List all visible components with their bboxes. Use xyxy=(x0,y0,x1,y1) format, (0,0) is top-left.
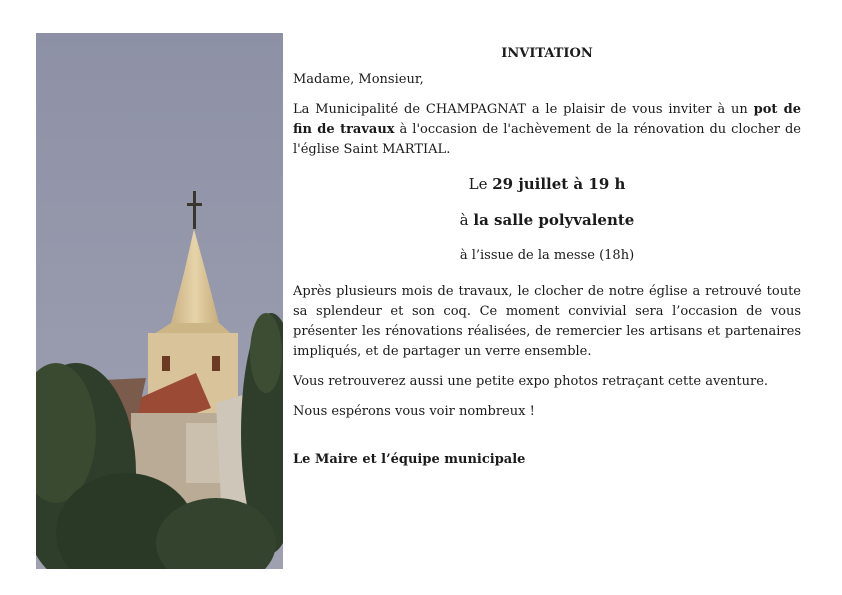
event-venue-prefix: à xyxy=(459,211,474,229)
salutation: Madame, Monsieur, xyxy=(293,72,424,87)
body-paragraph: Après plusieurs mois de travaux, le clocher de notre église a retrouvé toute sa splendeur et son coq. Ce moment convivial sera l’occasion de vous présenter les rénovations réalisées, de remercier les artisans et partenaires impliqués, et de partager un verre ensemble. xyxy=(293,284,801,359)
invitation-title: INVITATION xyxy=(501,46,593,61)
closing-paragraph: Nous espérons vous voir nombreux ! xyxy=(293,404,535,419)
church-photo xyxy=(36,33,283,569)
event-venue xyxy=(293,210,801,230)
signature: Le Maire et l’équipe municipale xyxy=(293,452,526,467)
intro-text-1: La Municipalité de CHAMPAGNAT a le plaisir de vous inviter à un xyxy=(293,102,754,117)
intro-paragraph xyxy=(293,100,801,160)
church-bell-tower-photo-icon xyxy=(36,33,283,569)
event-venue-value: la salle polyvalente xyxy=(473,211,635,229)
event-date-prefix: Le xyxy=(468,175,493,193)
expo-paragraph: Vous retrouverez aussi une petite expo photos retraçant cette aventure. xyxy=(293,374,769,389)
invitation-letter xyxy=(293,44,801,480)
event-date-value: 29 juillet à 19 h xyxy=(492,175,626,193)
after-mass-note: à l’issue de la messe (18h) xyxy=(459,248,635,263)
intro-text-2: à l'occasion de l'achèvement de la rénovation du clocher de l'église Saint MARTIAL. xyxy=(293,122,801,157)
intro-bold: pot de fin de travaux xyxy=(293,102,802,137)
event-date xyxy=(293,174,801,194)
